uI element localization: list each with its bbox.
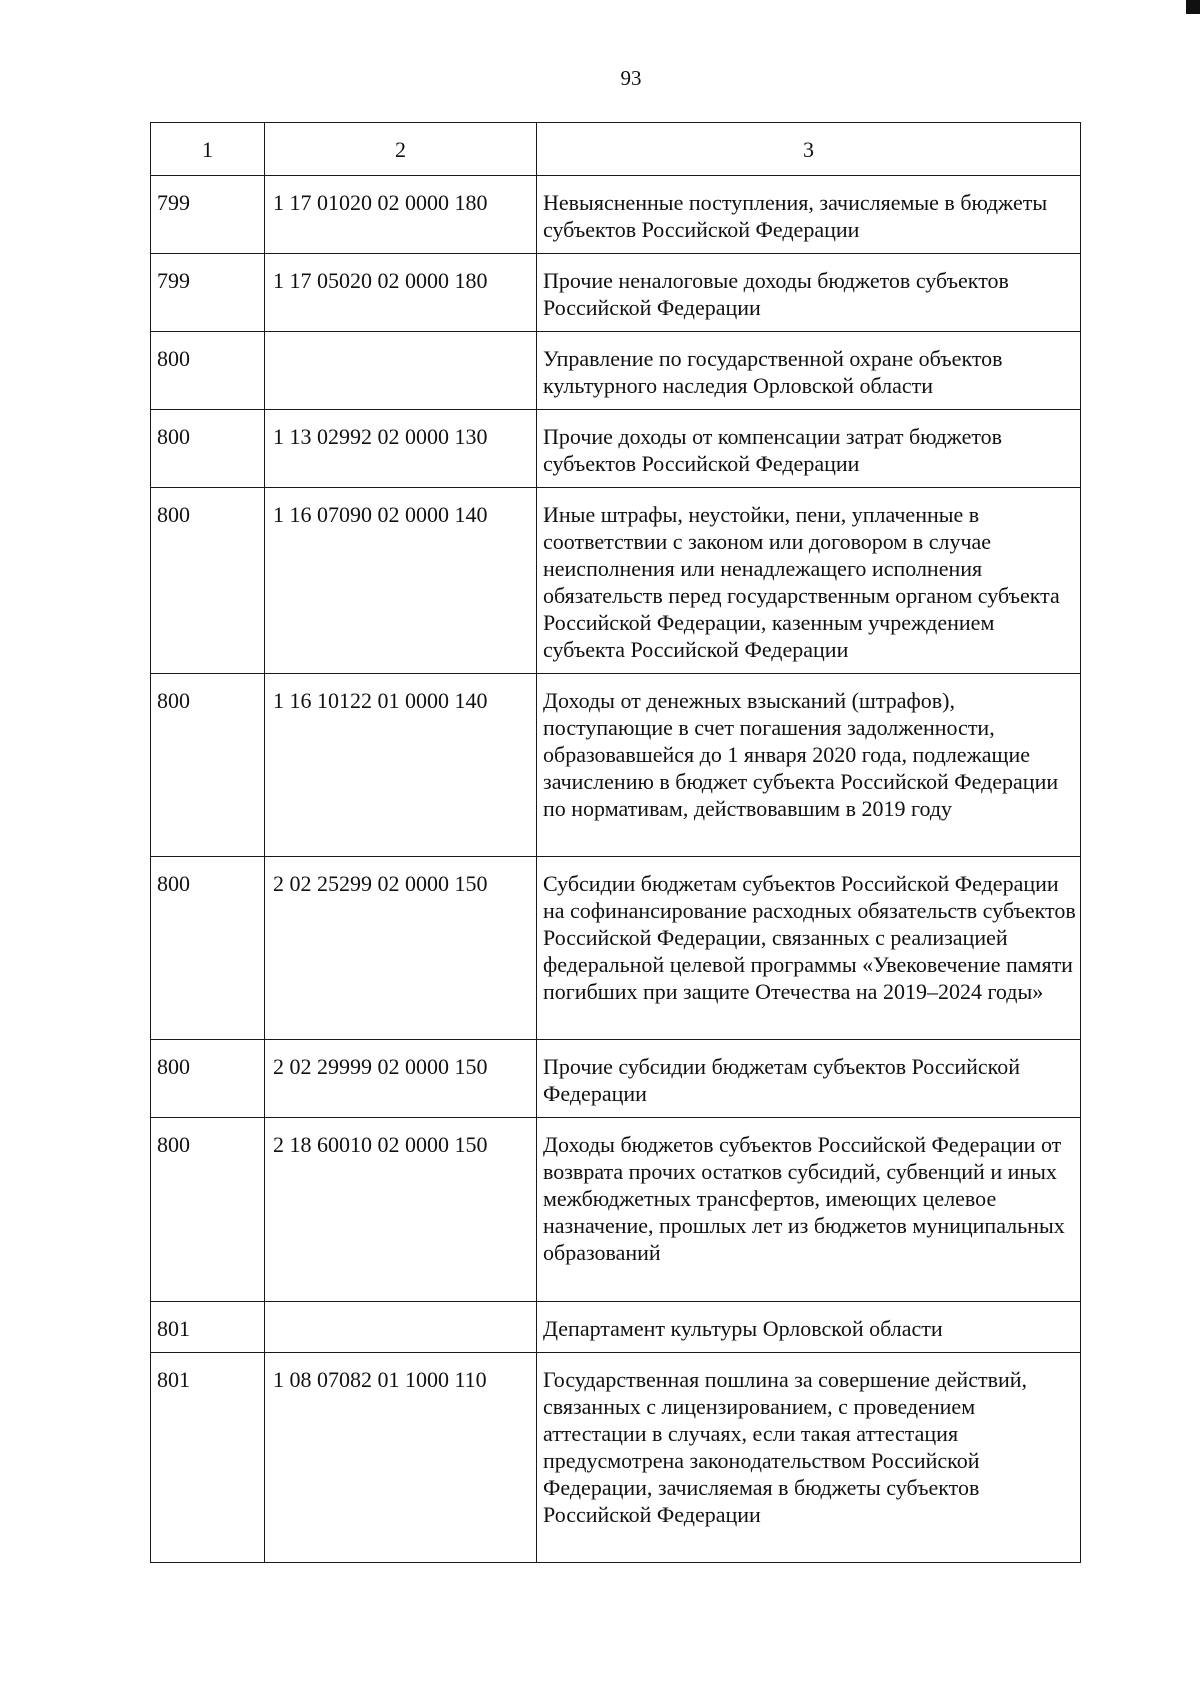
table-row [151, 410, 1081, 488]
table-row [151, 176, 1081, 254]
description-cell: Доходы бюджетов субъектов Российской Федерации от возврата прочих остатков субсидий, субвенций и иных межбюджетных трансфертов, имеющих целевое назначение, прошлых лет из бюджетов муниципальных образований [537, 1118, 1081, 1302]
income-code-cell: 1 16 10122 01 0000 140 [265, 674, 537, 857]
description-cell: Департамент культуры Орловской области [537, 1302, 1081, 1353]
income-code-cell: 1 16 07090 02 0000 140 [265, 488, 537, 674]
table-row [151, 488, 1081, 674]
income-code-cell: 2 02 25299 02 0000 150 [265, 857, 537, 1040]
description-cell: Иные штрафы, неустойки, пени, уплаченные в соответствии с законом или договором в случае неисполнения или ненадлежащего исполнения обязательств перед государственным органом субъекта Российской Федерации, казенным учреждением субъекта Российской Федерации [537, 488, 1081, 674]
admin-code-cell: 800 [151, 1118, 265, 1302]
scan-corner-mark [1186, 0, 1200, 14]
table-row [151, 254, 1081, 332]
income-code-cell: 1 13 02992 02 0000 130 [265, 410, 537, 488]
description-cell: Доходы от денежных взысканий (штрафов), поступающие в счет погашения задолженности, образовавшейся до 1 января 2020 года, подлежащие зачислению в бюджет субъекта Российской Федерации по нормативам, действовавшим в 2019 году [537, 674, 1081, 857]
description-cell: Управление по государственной охране объектов культурного наследия Орловской области [537, 332, 1081, 410]
admin-code-cell: 800 [151, 332, 265, 410]
table-row [151, 1118, 1081, 1302]
admin-code-cell: 799 [151, 254, 265, 332]
column-header-3: 3 [537, 123, 1081, 176]
table-row [151, 1040, 1081, 1118]
description-cell: Невыясненные поступления, зачисляемые в бюджеты субъектов Российской Федерации [537, 176, 1081, 254]
income-codes-table [150, 122, 1081, 1563]
description-cell: Прочие доходы от компенсации затрат бюджетов субъектов Российской Федерации [537, 410, 1081, 488]
admin-code-cell: 800 [151, 488, 265, 674]
description-cell: Субсидии бюджетам субъектов Российской Федерации на софинансирование расходных обязательств субъектов Российской Федерации, связанных с реализацией федеральной целевой программы «Увековечение памяти погибших при защите Отечества на 2019–2024 годы» [537, 857, 1081, 1040]
income-code-cell: 2 18 60010 02 0000 150 [265, 1118, 537, 1302]
admin-code-cell: 799 [151, 176, 265, 254]
table-row [151, 674, 1081, 857]
column-header-1: 1 [151, 123, 265, 176]
admin-code-cell: 801 [151, 1302, 265, 1353]
income-code-cell: 1 08 07082 01 1000 110 [265, 1353, 537, 1563]
income-code-cell [265, 1302, 537, 1353]
table-row [151, 332, 1081, 410]
column-header-2: 2 [265, 123, 537, 176]
admin-code-cell: 800 [151, 857, 265, 1040]
table-row [151, 857, 1081, 1040]
income-code-cell: 1 17 01020 02 0000 180 [265, 176, 537, 254]
income-code-cell [265, 332, 537, 410]
table-header-row [151, 123, 1081, 176]
admin-code-cell: 800 [151, 1040, 265, 1118]
description-cell: Прочие субсидии бюджетам субъектов Российской Федерации [537, 1040, 1081, 1118]
table-row [151, 1353, 1081, 1563]
table-row [151, 1302, 1081, 1353]
description-cell: Государственная пошлина за совершение действий, связанных с лицензированием, с проведением аттестации в случаях, если такая аттестация предусмотрена законодательством Российской Федерации, зачисляемая в бюджеты субъектов Российской Федерации [537, 1353, 1081, 1563]
income-code-cell: 1 17 05020 02 0000 180 [265, 254, 537, 332]
page-number: 93 [620, 66, 642, 90]
admin-code-cell: 801 [151, 1353, 265, 1563]
admin-code-cell: 800 [151, 674, 265, 857]
income-code-cell: 2 02 29999 02 0000 150 [265, 1040, 537, 1118]
admin-code-cell: 800 [151, 410, 265, 488]
description-cell: Прочие неналоговые доходы бюджетов субъектов Российской Федерации [537, 254, 1081, 332]
